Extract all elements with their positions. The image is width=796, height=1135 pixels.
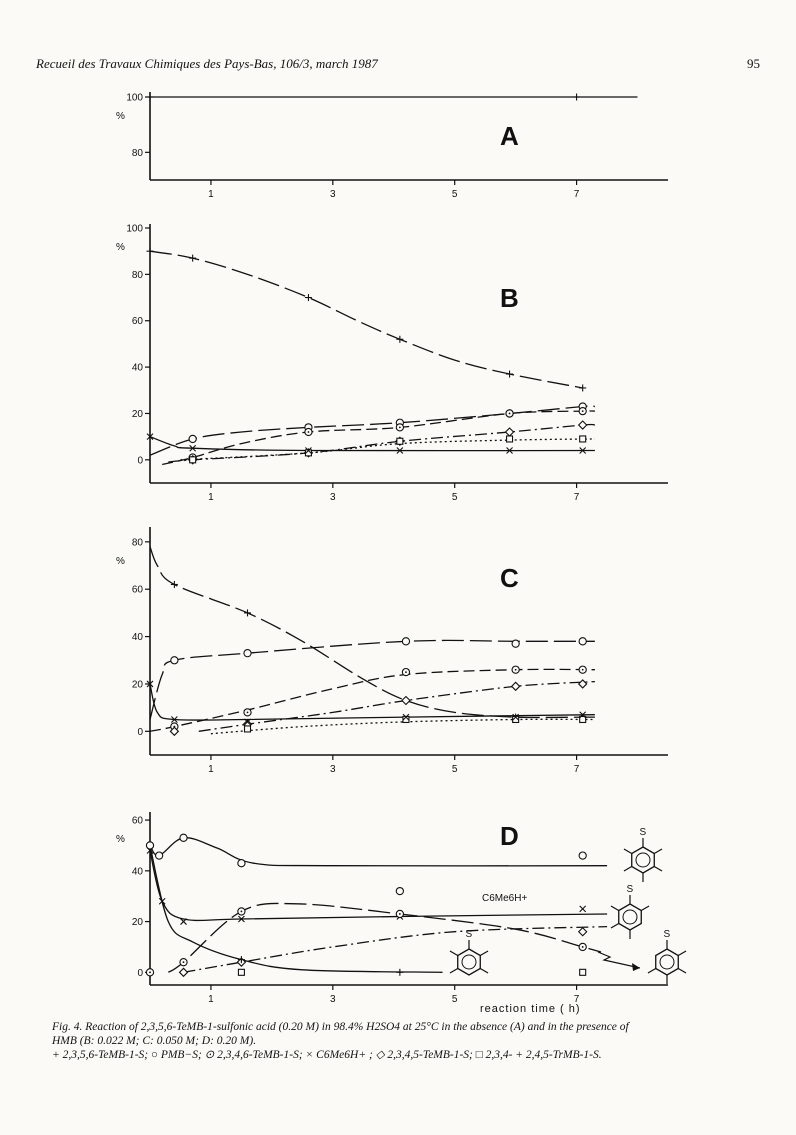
panel-b-series-2-3-4-6-temb-1-s-point xyxy=(305,428,312,435)
panel-d-series-c6me6h--line xyxy=(150,851,607,921)
panel-c-series-pmb-s-point xyxy=(171,657,178,664)
panel-d-series-pmb-s-line xyxy=(150,838,607,866)
svg-text:S: S xyxy=(663,929,671,940)
panel-d-series-2-3-4-5-temb-1-s-point xyxy=(180,968,188,976)
panel-c-series-2-3-5-6-temb-1-s-point xyxy=(244,609,251,616)
panel-b-series-2-3-5-6-temb-1-s-point xyxy=(506,371,513,378)
panel-b-series-2-3-4-6-temb-1-s-point xyxy=(396,424,403,431)
panel-label-A: A xyxy=(500,121,519,151)
panel-b-series-2-3-5-6-temb-1-s-point xyxy=(147,248,154,255)
panel-b-series-2-3-4-2-4-5-trmb-1-s-point xyxy=(580,436,586,442)
panel-c-xtick-label: 7 xyxy=(573,764,580,775)
panel-b-xtick-label: 7 xyxy=(573,492,580,503)
panel-a-xtick-label: 7 xyxy=(573,189,580,200)
panel-c-xtick-label: 5 xyxy=(451,764,458,775)
panel-b-ytick-label: 60 xyxy=(131,316,143,328)
panel-c-series-pmb-s-point xyxy=(512,640,519,647)
panel-b-series-2-3-4-5-temb-1-s-line xyxy=(168,425,595,463)
panel-d-series-2-3-4-6-temb-1-s-point xyxy=(579,943,586,950)
panel-c-ytick-label: 40 xyxy=(131,632,143,644)
panel-b-series-2-3-4-6-temb-1-s-line xyxy=(162,411,595,465)
arrow-head xyxy=(632,963,640,971)
figure-caption xyxy=(52,1020,764,1062)
panel-d-xtick-label: 1 xyxy=(208,994,214,1005)
panel-c-series-2-3-5-6-temb-1-s-line xyxy=(150,547,595,718)
panel-d-ytick-label: 20 xyxy=(131,917,143,929)
panel-c xyxy=(116,527,668,775)
panel-b-series-2-3-5-6-temb-1-s-point xyxy=(189,255,196,262)
panel-b-ytick-label: 40 xyxy=(131,362,143,374)
panel-d-series-pmb-s-point xyxy=(180,834,187,841)
panel-d-series-2-3-4-6-temb-1-s-line xyxy=(168,903,601,972)
panel-b-xtick-label: 3 xyxy=(330,492,336,503)
svg-text:S: S xyxy=(639,827,647,838)
panel-b-series-2-3-4-2-4-5-trmb-1-s-point xyxy=(397,438,403,444)
panel-d-series-pmb-s-point xyxy=(238,860,245,867)
panel-b-series-2-3-5-6-temb-1-s-point xyxy=(396,336,403,343)
panel-a-ytick-label: 80 xyxy=(131,147,143,159)
panel-b-series-2-3-4-6-temb-1-s-point xyxy=(579,408,586,415)
panel-b-ylabel: % xyxy=(116,242,125,253)
panel-d-series-pmb-s-point xyxy=(579,852,586,859)
panel-c-xtick-label: 3 xyxy=(330,764,336,775)
panel-c-series-2-3-4-6-temb-1-s-point xyxy=(402,669,409,676)
panel-d xyxy=(116,812,668,1005)
panel-d-xtick-label: 3 xyxy=(330,994,336,1005)
panel-c-series-2-3-4-5-temb-1-s-point xyxy=(579,680,587,688)
structure-2345-temb-s xyxy=(648,929,686,984)
panel-c-series-2-3-4-2-4-5-trmb-1-s-point xyxy=(245,726,251,732)
panel-c-series-pmb-s-point xyxy=(402,638,409,645)
structure-2346-temb-s xyxy=(611,884,649,939)
panel-d-ytick-label: 0 xyxy=(137,967,143,979)
panel-a-series-2-3-5-6-temb-1-s-point xyxy=(573,94,580,101)
panel-d-series-2-3-5-6-temb-1-s-point xyxy=(396,969,403,976)
panel-b-series-c6me6h--line xyxy=(150,437,595,451)
panel-c-series-2-3-4-6-temb-1-s-line xyxy=(150,669,595,731)
panel-d-ylabel: % xyxy=(116,834,125,846)
panel-b-series-pmb-s-point xyxy=(189,435,196,442)
panel-d-xtick-label: 7 xyxy=(573,994,580,1005)
panel-d-series-2-3-4-2-4-5-trmb-1-s-point xyxy=(580,969,586,975)
panel-b-xtick-label: 1 xyxy=(208,492,214,503)
journal-title: Recueil des Travaux Chimiques des Pays-Bas, 106/3, march 1987 xyxy=(36,56,378,71)
x-axis-label: reaction time ( h) xyxy=(480,1003,581,1015)
panel-label-D: D xyxy=(500,821,519,851)
c6me6h-label: C6Me6H+ xyxy=(482,893,528,904)
caption-line-1: Fig. 4. Reaction of 2,3,5,6-TeMB-1-sulfonic acid (0.20 M) in 98.4% H2SO4 at 25°C in the absence (A) and in the presence of xyxy=(52,1021,629,1033)
panel-d-series-2-3-4-2-4-5-trmb-1-s-point xyxy=(238,969,244,975)
panel-b-ytick-label: 20 xyxy=(131,408,143,420)
panel-c-series-pmb-s-point xyxy=(579,638,586,645)
panel-d-series-pmb-s-point xyxy=(156,852,163,859)
panel-b-series-2-3-5-6-temb-1-s-line xyxy=(150,251,583,388)
panel-a-xtick-label: 1 xyxy=(208,189,214,200)
svg-text:S: S xyxy=(626,884,634,895)
panel-c-series-pmb-s-point xyxy=(244,650,251,657)
page-number: 95 xyxy=(747,56,760,71)
panel-a-ylabel: % xyxy=(116,111,125,122)
panel-a-series-2-3-5-6-temb-1-s-point xyxy=(147,94,154,101)
panel-c-ytick-label: 0 xyxy=(137,726,143,738)
caption-line-2: HMB (B: 0.022 M; C: 0.050 M; D: 0.20 M). xyxy=(52,1035,257,1047)
panel-c-series-2-3-4-6-temb-1-s-point xyxy=(512,666,519,673)
panel-d-ytick-label: 60 xyxy=(131,815,143,827)
panel-c-series-2-3-4-6-temb-1-s-point xyxy=(579,666,586,673)
structure-2356-temb-s xyxy=(450,929,488,975)
panel-c-ylabel: % xyxy=(116,555,125,567)
panel-c-ytick-label: 80 xyxy=(131,537,143,549)
panel-b-series-2-3-4-2-4-5-trmb-1-s-point xyxy=(190,457,196,463)
panel-a-xtick-label: 3 xyxy=(330,189,336,200)
panel-d-series-pmb-s-point xyxy=(396,888,403,895)
panel-d-series-2-3-4-6-temb-1-s-point xyxy=(180,959,187,966)
panel-c-series-2-3-4-5-temb-1-s-point xyxy=(402,697,410,705)
panel-c-series-c6me6h--line xyxy=(150,684,595,720)
panel-b-ytick-label: 100 xyxy=(126,223,143,235)
panel-b-series-2-3-5-6-temb-1-s-point xyxy=(579,384,586,391)
panel-d-series-2-3-4-6-temb-1-s-point xyxy=(396,910,403,917)
structure-pmb-s xyxy=(624,827,662,882)
panel-b xyxy=(116,224,668,504)
panel-c-xtick-label: 1 xyxy=(208,764,214,775)
panel-a xyxy=(116,92,668,200)
panel-d-series-2-3-4-6-temb-1-s-point xyxy=(146,969,153,976)
panel-a-ytick-label: 100 xyxy=(126,92,143,104)
panel-c-ytick-label: 20 xyxy=(131,679,143,691)
panel-c-series-2-3-5-6-temb-1-s-point xyxy=(171,581,178,588)
panel-d-xtick-label: 5 xyxy=(451,994,458,1005)
panel-b-series-2-3-4-5-temb-1-s-point xyxy=(579,421,587,429)
panel-b-series-2-3-4-2-4-5-trmb-1-s-point xyxy=(507,436,513,442)
panel-d-series-2-3-4-6-temb-1-s-point xyxy=(238,908,245,915)
panel-d-ytick-label: 40 xyxy=(131,866,143,878)
panel-a-xtick-label: 5 xyxy=(451,189,458,200)
panel-c-ytick-label: 60 xyxy=(131,584,143,596)
svg-text:S: S xyxy=(465,929,473,940)
panel-b-series-2-3-4-6-temb-1-s-point xyxy=(506,410,513,417)
panel-b-series-2-3-4-5-temb-1-s-point xyxy=(506,428,514,436)
panel-b-series-2-3-5-6-temb-1-s-point xyxy=(305,294,312,301)
panel-b-xtick-label: 5 xyxy=(451,492,458,503)
panel-d-series-2-3-4-5-temb-1-s-line xyxy=(184,927,608,973)
panel-d-series-2-3-4-5-temb-1-s-point xyxy=(579,928,587,936)
panel-label-C: C xyxy=(500,563,519,593)
panel-b-ytick-label: 80 xyxy=(131,269,143,281)
panel-c-series-2-3-4-5-temb-1-s-line xyxy=(199,682,595,732)
panel-c-series-2-3-4-6-temb-1-s-point xyxy=(244,709,251,716)
panel-b-ytick-label: 0 xyxy=(137,455,143,467)
panel-c-series-2-3-4-5-temb-1-s-point xyxy=(512,682,520,690)
caption-line-3: + 2,3,5,6-TeMB-1-S; ○ PMB−S; ⊙ 2,3,4,6-TeMB-1-S; × C6Me6H+ ; ◇ 2,3,4,5-TeMB-1-S; □ 2,3,4- + 2,4,5-TrMB-1-S. xyxy=(52,1049,602,1061)
panel-label-B: B xyxy=(500,283,519,313)
panel-d-series-c6me6h--point xyxy=(580,906,586,912)
